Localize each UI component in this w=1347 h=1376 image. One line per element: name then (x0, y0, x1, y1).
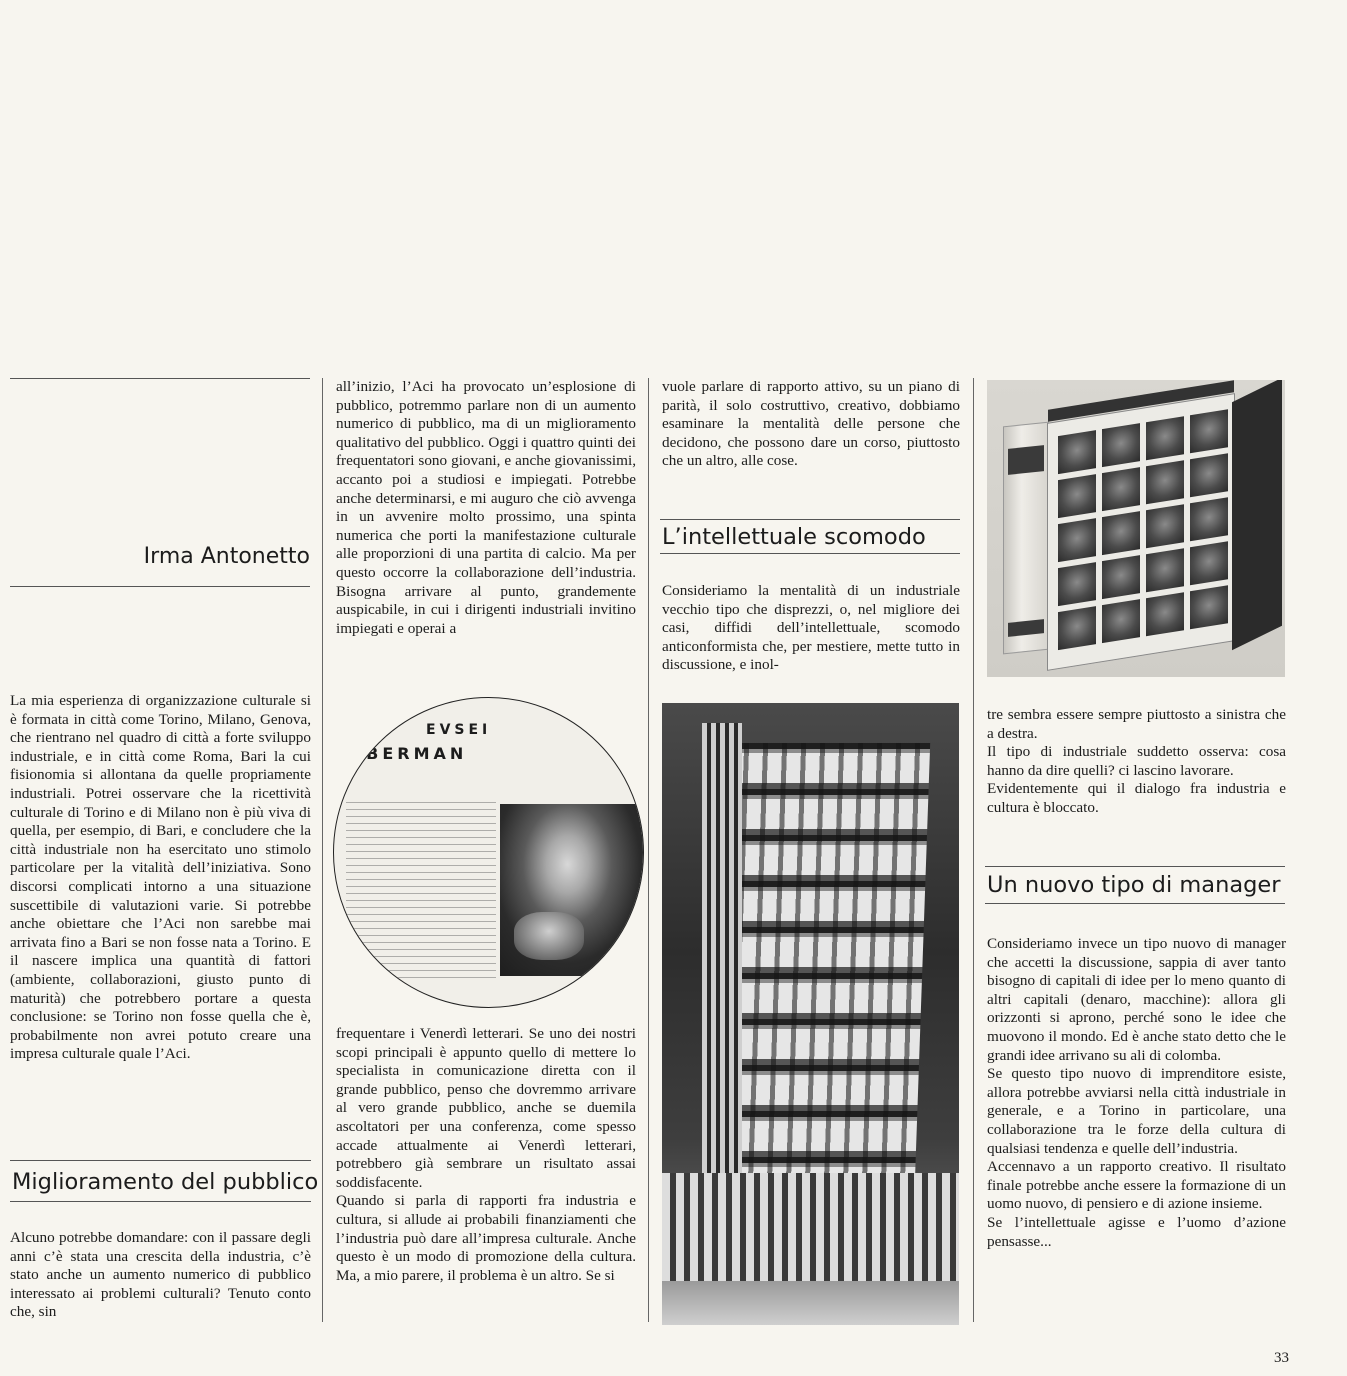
heading-intellettuale: L’intellettuale scomodo (662, 524, 926, 550)
paragraph: Accennavo a un rapporto creativo. Il risultato finale potrebbe anche essere la formazione di un uomo nuovo, di pensiero e di azione insieme. (987, 1158, 1286, 1213)
paragraph: Se l’intellettuale agisse e l’uomo d’azione pensasse... (987, 1213, 1286, 1250)
column-rule (648, 378, 649, 1322)
page-number: 33 (1274, 1350, 1289, 1366)
spine-band (1008, 445, 1044, 475)
paragraph: La mia esperienza di organizzazione culturale si è formata in città come Torino, Milano, Genova, che rientrano nel quadro di città a forte sviluppo industriale, e in città come Roma, Bari la cui fisionomia si allontana da quelle propriamente industriali. Potrei osservare che la ricettività culturale di Torino e di Milano non è più viva di quella, per esempio, di Bari, e concludere che la città industriale non ha esercitato uno stimolo particolare per la vitalità dell’iniziativa. Sono discorsi complicati intorno a una situazione suscettibile di valutazioni varie. Si potrebbe anche obiettare che l’Aci non sarebbe mai arrivata fino a Bari se non fosse nata a Torino. E il nascere implica una quantità di fattori (ambiente, collaborazioni, giusto punto di maturità) che potrebbero portare a questa conclusione: se Torino non fosse quella che è, probabilmente non avrei potuto creare una impresa culturale quale l’Aci. (10, 692, 311, 1063)
paragraph: Consideriamo invece un tipo nuovo di manager che accetti la discussione, sappia di aver tanto bisogno di capitali di idee per lo meno quanto di altri capitali (denaro, macchine): allora gli orizzonti si aprono, perché sono le idee che muovono il mondo. Ed è anche stato detto che le grandi idee arrivano su ali di colomba. (987, 935, 1286, 1064)
liberman-clipping-image (333, 697, 644, 1008)
paragraph: Alcuno potrebbe domandare: con il passare degli anni c’è stata una crescita della industria, c’è stato anche un aumento numerico di pubblico interessato ai problemi culturali? Tenuto conto che, sin (10, 1229, 311, 1321)
paragraph: vuole parlare di rapporto attivo, su un piano di parità, il solo costruttivo, creativo, dobbiamo esaminare la mentalità delle persone che decidono, che possono dare un corso, piuttosto che un altro, alle cose. (662, 378, 960, 470)
clipping-first-name: EVSEI (426, 722, 492, 738)
top-rule (10, 378, 310, 379)
building-photo (662, 703, 959, 1325)
paragraph: Se questo tipo nuovo di imprenditore esiste, allora potrebbe avviarsi nella città industriale in generale, e a Torino in particolare, una collaborazione tra le forze della cultura di qualsiasi tendenza e quelle dell’industria. (987, 1065, 1286, 1157)
column-rule (973, 378, 974, 1322)
heading-rule (10, 1160, 311, 1161)
paragraph: Quando si parla di rapporti fra industria e cultura, si allude ai probabili finanziamenti che l’industria può dare all’impresa culturale. Anche questo è un modo di promozione della cultura. Ma, a mio parere, il problema è un altro. Se si (336, 1192, 636, 1284)
portrait-grid (1058, 409, 1228, 650)
tower-fins (702, 723, 742, 1203)
heading-rule (660, 553, 960, 554)
heading-rule (10, 1201, 311, 1202)
portrait-photo (500, 804, 644, 976)
book-box-front (1047, 393, 1235, 671)
column-rule (322, 378, 323, 1322)
column-1-continued (10, 1229, 311, 1322)
paragraph: frequentare i Venerdì letterari. Se uno dei nostri scopi principali è appunto quello di mettere lo specialista in comunicazione diretta con il grande pubblico, penso che dovremmo arrivare al vero grande pubblico, anche se duemila ascoltatori per una conferenza, come spesso accade attualmente ai Venerdì letterari, potrebbero già sembrare un risultato assai soddisfacente. (336, 1025, 636, 1191)
hand-shape (514, 912, 584, 960)
spine-band (1008, 619, 1044, 637)
column-4-continued (987, 935, 1286, 1251)
book-spine (1003, 422, 1049, 655)
heading-manager: Un nuovo tipo di manager (987, 872, 1281, 898)
author-rule (10, 586, 310, 587)
paragraph: Consideriamo la mentalità di un industriale vecchio tipo che disprezzi, o, nel migliore dei casi, diffidi dell’intellettuale, scomodo anticonformista che, per mestiere, mette tutto in discussione, e inol- (662, 582, 960, 674)
column-3-continued (662, 582, 960, 675)
book-box-photo (987, 380, 1285, 677)
column-2-bottom (336, 1025, 636, 1285)
building-podium (662, 1173, 959, 1283)
paragraph: all’inizio, l’Aci ha provocato un’esplosione di pubblico, potremmo parlare non di un aumento numerico di pubblico, ma di un miglioramento qualitativo del pubblico. Oggi i quattro quinti dei frequentatori sono giovani, e anche giovanissimi, accanto poi a studiosi e impiegati. Potrebbe anche determinarsi, e mi auguro che ciò avvenga in un avvenire molto prossimo, una spinta numerica che porti la manifestazione culturale alle proporzioni di una partita di calcio. Ma per questo occorre la collaborazione dell’industria. Bisogna arrivare al punto, grandemente auspicabile, in cui i dirigenti industriali invitino impiegati e operai a (336, 378, 636, 637)
paragraph: Il tipo di industriale suddetto osserva: cosa hanno da dire quelli? ci lascino lavorare. (987, 743, 1286, 779)
tower-facade (714, 743, 930, 1213)
heading-rule (985, 866, 1285, 867)
heading-rule (985, 903, 1285, 904)
column-2-top (336, 378, 636, 638)
paragraph: tre sembra essere sempre piuttosto a sinistra che a destra. (987, 706, 1286, 742)
column-1-intro (10, 692, 311, 1064)
author-name: Irma Antonetto (143, 544, 310, 569)
column-4-top (987, 706, 1286, 818)
paragraph: Evidentemente qui il dialogo fra industria e cultura è bloccato. (987, 780, 1286, 816)
heading-miglioramento: Miglioramento del pubblico (12, 1169, 319, 1195)
clipping-last-name: LIBERMAN (342, 744, 468, 763)
column-3-top (662, 378, 960, 471)
heading-rule (660, 519, 960, 520)
clipping-fine-print (346, 802, 496, 982)
book-box-side (1232, 380, 1282, 650)
ground (662, 1281, 959, 1325)
